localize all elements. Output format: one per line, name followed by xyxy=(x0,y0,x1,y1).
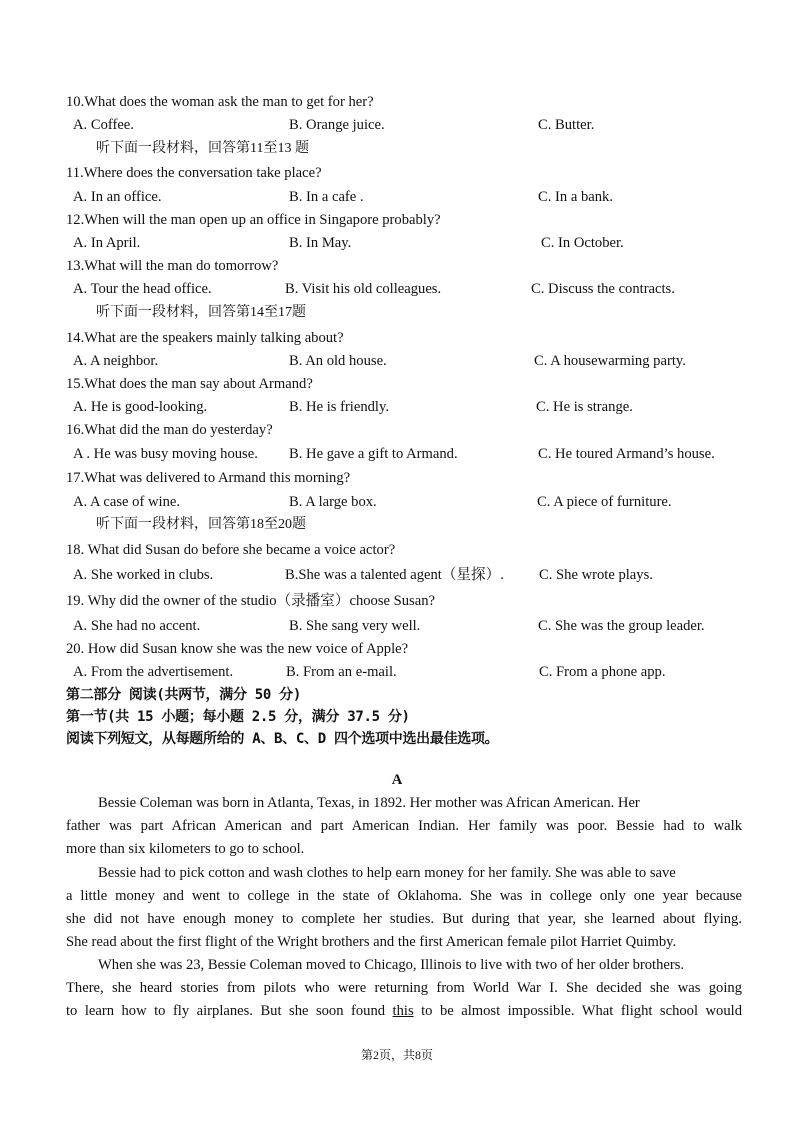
option-c: C. Discuss the contracts. xyxy=(531,281,675,297)
page-footer: 第2页，共8页 xyxy=(360,1048,433,1062)
option-c: C. She wrote plays. xyxy=(539,567,653,583)
part-two-heading: 第二部分 阅读(共两节，满分 50 分) xyxy=(66,687,302,703)
option-b: B. She sang very well. xyxy=(289,618,421,634)
option-c: C. From a phone app. xyxy=(539,664,666,680)
option-b: B. A large box. xyxy=(289,494,377,510)
option-a: A. He is good-looking. xyxy=(73,399,208,415)
option-c: C. Butter. xyxy=(538,117,595,133)
option-b: B.She was a talented agent（星探）. xyxy=(285,567,504,583)
passage-paragraph-3 xyxy=(66,954,742,977)
text-segment: to learn how to fly airplanes. But she soon found xyxy=(66,1003,393,1019)
underlined-word: this xyxy=(392,1003,414,1019)
option-b: B. From an e-mail. xyxy=(286,664,397,680)
question-19: 19. Why did the owner of the studio（录播室）choose Susan? xyxy=(66,593,435,609)
option-a: A. A case of wine. xyxy=(73,494,180,510)
option-a: A. From the advertisement. xyxy=(73,664,234,680)
option-b: B. In May. xyxy=(289,235,352,251)
question-16: 16.What did the man do yesterday? xyxy=(66,422,273,438)
question-17: 17.What was delivered to Armand this morning? xyxy=(66,470,351,486)
question-10: 10.What does the woman ask the man to get for her? xyxy=(66,94,374,110)
listening-instruction: 听下面一段材料，回答第11至13 题 xyxy=(96,141,309,156)
option-c: C. A piece of furniture. xyxy=(537,494,672,510)
listening-instruction: 听下面一段材料，回答第14至17题 xyxy=(96,305,306,320)
option-a: A. A neighbor. xyxy=(73,353,159,369)
passage-paragraph-2-cont xyxy=(66,885,742,954)
option-b: B. An old house. xyxy=(289,353,387,369)
option-a: A. Tour the head office. xyxy=(73,281,212,297)
option-c: C. He toured Armand’s house. xyxy=(538,446,715,462)
passage-paragraph-2 xyxy=(66,862,742,885)
reading-directions: 阅读下列短文，从每题所给的 A、B、C、D 四个选项中选出最佳选项。 xyxy=(66,731,499,747)
option-a: A. In an office. xyxy=(73,189,162,205)
section-one-heading: 第一节(共 15 小题；每小题 2.5 分，满分 37.5 分) xyxy=(66,709,410,725)
option-c: C. A housewarming party. xyxy=(534,353,686,369)
paragraph-line: When she was 23, Bessie Coleman moved to Chicago, Illinois to live with two of her older brothers. xyxy=(98,957,685,973)
listening-instruction: 听下面一段材料，回答第18至20题 xyxy=(96,517,306,532)
option-c: C. In a bank. xyxy=(538,189,613,205)
question-14: 14.What are the speakers mainly talking about? xyxy=(66,330,344,346)
paragraph-line: She read about the first flight of the Wright brothers and the first American female pilot Harriet Quimby. xyxy=(66,934,677,950)
question-18: 18. What did Susan do before she became a voice actor? xyxy=(66,542,396,558)
paragraph-line: a little money and went to college in the state of Oklahoma. She was in college only one year because xyxy=(66,888,742,904)
passage-letter: A xyxy=(391,772,403,788)
question-11: 11.Where does the conversation take place? xyxy=(66,165,322,181)
paragraph-line xyxy=(66,1000,742,1023)
option-c: C. He is strange. xyxy=(536,399,633,415)
paragraph-line: Bessie had to pick cotton and wash clothes to help earn money for her family. She was able to save xyxy=(98,865,676,881)
option-b: B. Orange juice. xyxy=(289,117,385,133)
paragraph-line: Bessie Coleman was born in Atlanta, Texas, in 1892. Her mother was African American. Her xyxy=(98,795,640,811)
passage-paragraph-3-cont xyxy=(66,977,742,1023)
paragraph-line: father was part African American and part American Indian. Her family was poor. Bessie had to walk xyxy=(66,818,742,834)
option-b: B. Visit his old colleagues. xyxy=(285,281,442,297)
option-b: B. In a cafe . xyxy=(289,189,364,205)
option-a: A. Coffee. xyxy=(73,117,134,133)
question-13: 13.What will the man do tomorrow? xyxy=(66,258,279,274)
question-20: 20. How did Susan know she was the new voice of Apple? xyxy=(66,641,409,657)
paragraph-line: There, she heard stories from pilots who were returning from World War I. She decided she was going xyxy=(66,980,742,996)
option-a: A. She worked in clubs. xyxy=(73,567,214,583)
passage-paragraph-1 xyxy=(66,792,742,815)
option-a: A. In April. xyxy=(73,235,141,251)
passage-paragraph-1-cont xyxy=(66,815,742,861)
option-a: A. She had no accent. xyxy=(73,618,201,634)
option-c: C. In October. xyxy=(541,235,624,251)
paragraph-line: more than six kilometers to go to school. xyxy=(66,841,305,857)
text-segment: to be almost impossible. What flight school would xyxy=(413,1003,742,1019)
option-c: C. She was the group leader. xyxy=(538,618,705,634)
question-15: 15.What does the man say about Armand? xyxy=(66,376,313,392)
paragraph-line: she did not have enough money to complete her studies. But during that year, she learned about flying. xyxy=(66,911,742,927)
question-12: 12.When will the man open up an office in Singapore probably? xyxy=(66,212,441,228)
option-b: B. He gave a gift to Armand. xyxy=(289,446,458,462)
option-a: A . He was busy moving house. xyxy=(73,446,258,462)
option-b: B. He is friendly. xyxy=(289,399,389,415)
